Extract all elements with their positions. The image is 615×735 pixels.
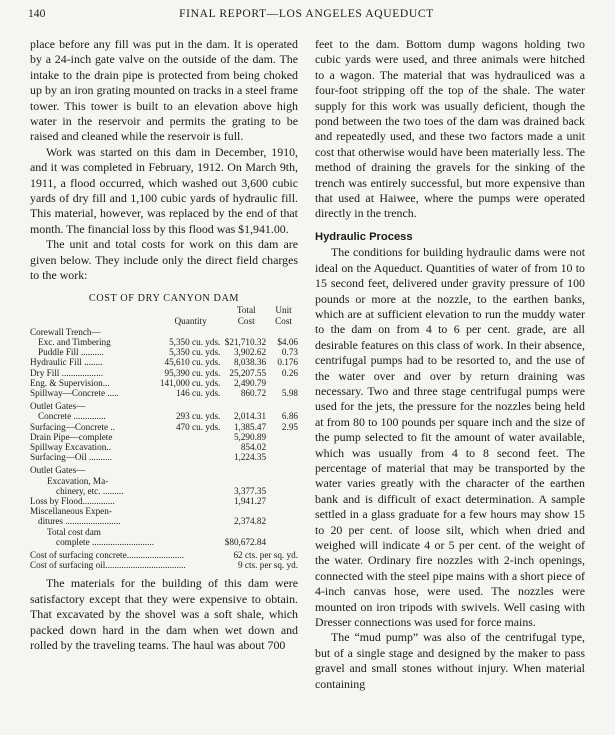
cost-table-row xyxy=(30,496,298,506)
cost-cell-qty xyxy=(158,398,223,411)
cost-cell-item: chinery, etc. ......... xyxy=(56,485,124,496)
running-title: FINAL REPORT—LOS ANGELES AQUEDUCT xyxy=(179,7,434,20)
cost-cell-unit: 6.86 xyxy=(281,411,298,422)
cost-table-row xyxy=(30,506,298,516)
cost-cell-item: Loss by Flood.............. xyxy=(30,495,115,506)
cost-cell-item: Exc. and Timbering xyxy=(38,336,111,347)
cost-cell-unit xyxy=(269,506,298,516)
cost-cell-cost: 25,207.55 xyxy=(229,367,267,378)
cost-cell-qty: 45,610 cu. yds. xyxy=(164,357,221,368)
cost-cell-unit xyxy=(269,496,298,506)
cost-cell-qty xyxy=(158,527,223,537)
cost-table-row xyxy=(30,388,298,398)
cost-table-row xyxy=(30,486,298,496)
surfacing-oil-row: Cost of surfacing oil................................... 9 cts. per sq. yd. xyxy=(30,560,298,571)
cost-cell-item: Outlet Gates— xyxy=(30,465,86,476)
cost-cell-item: Dry Fill .................. xyxy=(30,367,103,378)
cost-cell-qty xyxy=(158,486,223,496)
cost-table xyxy=(30,294,298,571)
cost-table-row xyxy=(30,537,298,547)
cost-cell-qty xyxy=(158,442,223,452)
right-column xyxy=(315,37,585,692)
cost-cell-cost: 1,941.27 xyxy=(233,495,267,506)
page-header xyxy=(28,7,585,23)
cost-cell-qty: 293 cu. yds. xyxy=(175,411,221,422)
cost-cell-cost: 2,490.79 xyxy=(233,377,267,388)
cost-cell-item: complete ........................... xyxy=(56,536,154,547)
cost-cell-unit xyxy=(269,327,298,337)
cost-cell-cost: 2,014.31 xyxy=(233,411,267,422)
cost-cell-cost: $80,672.84 xyxy=(224,536,267,547)
cost-cell-unit xyxy=(269,516,298,526)
cost-table-row xyxy=(30,378,298,388)
paragraph: The unit and total costs for work on this dam are given below. They include only the direct field charges to the work: xyxy=(30,237,298,283)
left-column xyxy=(30,37,298,653)
cost-cell-qty xyxy=(158,462,223,475)
cost-cell-item: Spillway Excavation.. xyxy=(30,441,111,452)
cost-cell-unit: $4.06 xyxy=(277,336,298,347)
cost-table-row xyxy=(30,442,298,452)
cost-table-title: COST OF DRY CANYON DAM xyxy=(88,292,240,304)
cost-table-row xyxy=(30,516,298,526)
cost-table-row xyxy=(30,452,298,462)
cost-cell-unit: 0.26 xyxy=(281,367,298,378)
cost-table-row xyxy=(30,432,298,442)
cost-table-row xyxy=(30,476,298,486)
cost-cell-unit xyxy=(269,476,298,486)
cost-cell-cost: 3,377.35 xyxy=(233,485,267,496)
cost-cell-unit xyxy=(269,442,298,452)
cost-cell-cost: 2,374.82 xyxy=(233,516,267,527)
cost-cell-cost: 8,038.36 xyxy=(233,357,267,368)
col-header-quantity: Quantity xyxy=(174,315,207,326)
cost-table-row xyxy=(30,462,298,475)
cost-table-row xyxy=(30,368,298,378)
cost-table-row xyxy=(30,347,298,357)
cost-cell-qty xyxy=(158,537,223,547)
section-heading: Hydraulic Process xyxy=(315,230,413,243)
cost-cell-unit xyxy=(269,462,298,475)
paragraph: The materials for the building of this dam were satisfactory except that they were expensive to obtain. That excavated by the shovel was a soft shale, which packed down hard in the dam when wet down and rolled by the traveling teams. The haul was about 700 xyxy=(30,576,298,652)
cost-cell-qty xyxy=(158,496,223,506)
cost-cell-cost xyxy=(223,327,269,337)
cost-cell-unit xyxy=(269,527,298,537)
cost-cell-qty: 146 cu. yds. xyxy=(175,387,221,398)
cost-cell-unit xyxy=(269,432,298,442)
paragraph: The “mud pump” was also of the centrifugal type, but of a single stage and designed by the maker to pass gravel and small stones without injury. When material containing xyxy=(315,630,585,691)
cost-cell-item: Eng. & Supervision... xyxy=(30,377,110,388)
paragraph: Work was started on this dam in December, 1910, and it was completed in February, 1912. On March 9th, 1911, a flood occurred, which washed out 3,600 cubic yards of dry fill and 1,100 cubic yards of hydraulic fill. This material, however, was replaced by the end of that month. The financial loss by this flood was $1,941.00. xyxy=(30,144,298,236)
cost-cell-unit xyxy=(269,378,298,388)
cost-cell-cost: 860.72 xyxy=(240,387,267,398)
cost-cell-item: ditures ........................ xyxy=(38,516,121,527)
cost-cell-item: Drain Pipe—complete xyxy=(30,431,113,442)
cost-cell-cost xyxy=(223,527,269,537)
cost-cell-qty: 5,350 cu. yds. xyxy=(169,336,221,347)
cost-table-row xyxy=(30,337,298,347)
cost-cell-item: Surfacing—Oil .......... xyxy=(30,452,112,463)
cost-cell-cost xyxy=(223,476,269,486)
cost-cell-cost: 854.02 xyxy=(240,441,267,452)
cost-cell-item: Corewall Trench— xyxy=(30,326,101,337)
paragraph: feet to the dam. Bottom dump wagons holding two cubic yards were used, and three animals were hitched to a wagon. The material that was hydrauliced was a four-foot stripping off the top of the shale. The water supply for this work was usually deficient, though the pond between the two toes of the dam was drained back and repeatedly used, and these two factors made a unit cost that otherwise would have been materially less. The method of draining the gravels for the sinking of the trench was entirely successful, but more expensive than that used at Haiwee, where the pumps were operated directly in the trench. xyxy=(315,37,585,221)
surfacing-concrete-row: Cost of surfacing concrete......................... 62 cts. per sq. yd. xyxy=(30,549,298,560)
cost-cell-unit: 0.176 xyxy=(277,357,298,368)
cost-cell-qty xyxy=(158,327,223,337)
cost-cell-cost xyxy=(223,462,269,475)
paragraph: place before any fill was put in the dam. It is operated by a 24-inch gate valve on the outside of the dam. The intake to the drain pipe is protected from being choked up by an iron grating mounted on tracks in a steel frame tower. This tower is built to an elevation above high water in the reservoir and permits the grating to be raised and cleaned while the reservoir is full. xyxy=(30,37,298,144)
cost-cell-item: Concrete .............. xyxy=(38,411,106,422)
cost-cell-item: Puddle Fill .......... xyxy=(38,347,104,358)
cost-cell-unit: 5.98 xyxy=(281,387,298,398)
cost-cell-unit xyxy=(269,486,298,496)
cost-cell-qty xyxy=(158,506,223,516)
cost-cell-qty xyxy=(158,452,223,462)
cost-cell-unit: 2.95 xyxy=(281,421,298,432)
page-number: 140 xyxy=(28,7,46,20)
cost-cell-unit: 0.73 xyxy=(281,347,298,358)
cost-cell-qty: 5,350 cu. yds. xyxy=(169,347,221,358)
cost-cell-item: Hydraulic Fill ........ xyxy=(30,357,103,368)
cost-cell-unit xyxy=(269,452,298,462)
cost-cell-cost xyxy=(223,506,269,516)
cost-table-row xyxy=(30,527,298,537)
cost-cell-item: Miscellaneous Expen- xyxy=(30,506,112,517)
cost-cell-qty: 141,000 cu. yds. xyxy=(159,377,221,388)
cost-cell-item: Surfacing—Concrete .. xyxy=(30,421,115,432)
cost-cell-unit xyxy=(269,537,298,547)
col-header-unit-cost: Unit Cost xyxy=(275,304,292,326)
cost-cell-item: Total cost dam xyxy=(47,526,101,537)
paragraph: The conditions for building hydraulic dams were not ideal on the Aqueduct. Quantities of water of from 10 to 15 second feet, delivered under gravity pressure of 100 pounds or more at the nozzle, to the earthen banks, which are at sufficient elevation to run the muddy water to the dam on from 4 to 6 per cent. grade, are all desirable features on this class of work. In their absence, centrifugal pumps had to be resorted to, and the use of the water over and over by return draining was necessary. Two and three stage centrifugal pumps were used for the jets, the pressure for the nozzles being held at from 80 to 100 pounds per square inch and the size of the pump selected to fit the amount of water available, which was usually from 4 to 8 second feet. The percentage of material that may be transported by the water varies greatly with the character of the earthen bank and is difficult of exact determination. A sample settled in a glass graduate for a few hours may show 15 to 20 per cent. of loose silt, which when dried and weighed will indicate 4 or 5 per cent. of the weight of the water. Ordinary fire nozzles with 2-inch openings, connected with the steel pipe mains with a short piece of 4-inch canvas hose, were used. The nozzles were mounted on iron tripods with swivels. Well casing with Dresser connections was used for force mains. xyxy=(315,245,585,630)
cost-cell-item: Excavation, Ma- xyxy=(47,475,109,486)
cost-table-row xyxy=(30,327,298,337)
col-header-total-cost: Total Cost xyxy=(236,304,256,326)
cost-cell-cost xyxy=(223,398,269,411)
cost-table-row xyxy=(30,411,298,421)
cost-cell-qty xyxy=(158,516,223,526)
cost-cell-unit xyxy=(269,398,298,411)
cost-cell-qty xyxy=(158,476,223,486)
cost-cell-item: Spillway—Concrete ..... xyxy=(30,387,119,398)
cost-cell-item: Outlet Gates— xyxy=(30,401,86,412)
cost-cell-cost: 5,290.89 xyxy=(233,431,267,442)
cost-cell-cost: 1,385.47 xyxy=(233,421,267,432)
cost-table-row xyxy=(30,422,298,432)
cost-cell-cost: $21,710.32 xyxy=(224,336,267,347)
cost-cell-qty: 470 cu. yds. xyxy=(175,421,221,432)
cost-cell-qty: 95,390 cu. yds. xyxy=(164,367,221,378)
cost-table-row xyxy=(30,357,298,367)
cost-cell-qty xyxy=(158,432,223,442)
cost-cell-cost: 1,224.35 xyxy=(233,452,267,463)
cost-cell-cost: 3,902.62 xyxy=(233,347,267,358)
cost-table-row xyxy=(30,398,298,411)
